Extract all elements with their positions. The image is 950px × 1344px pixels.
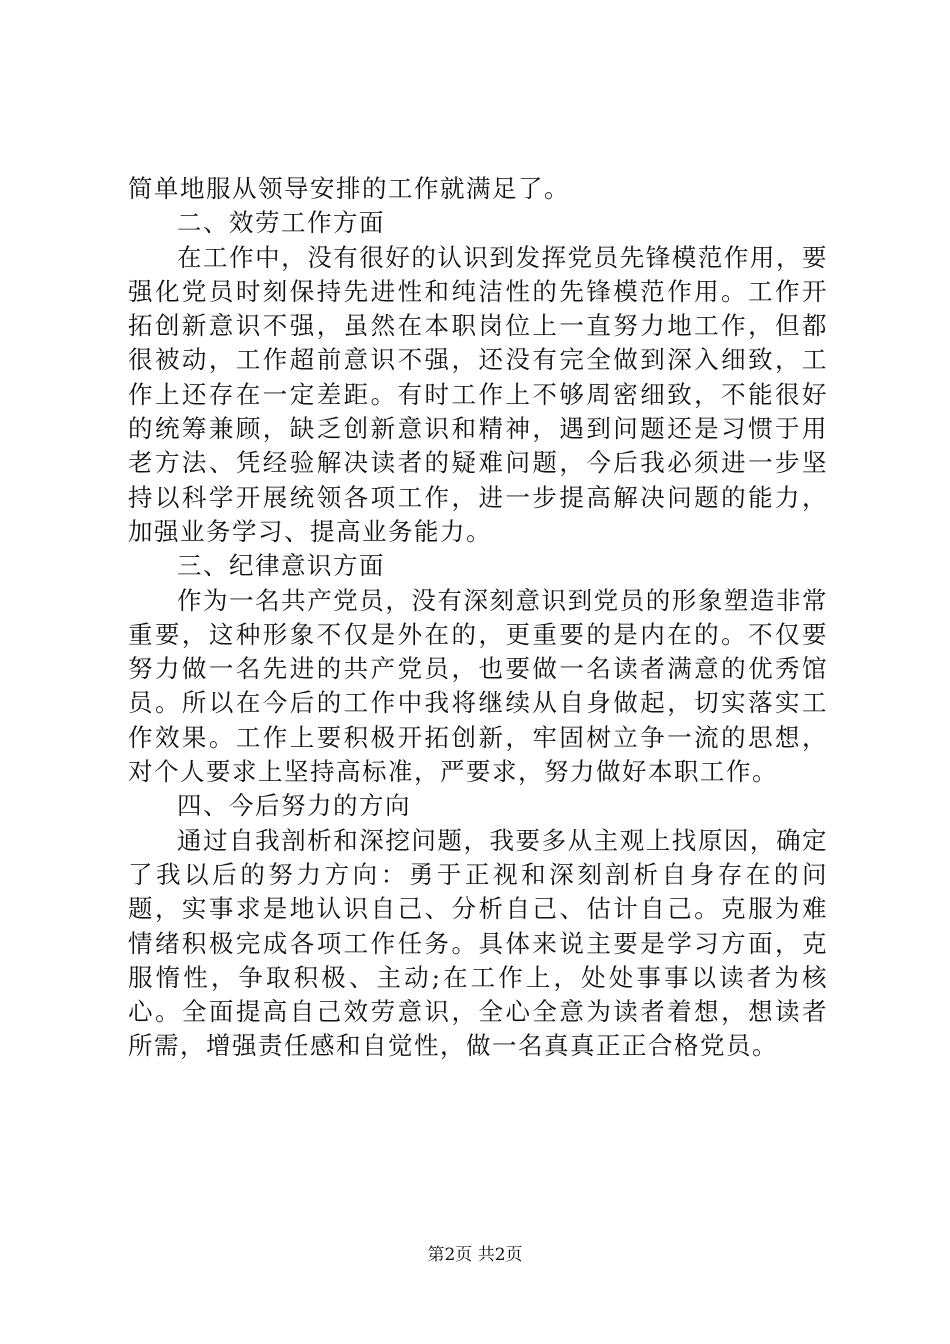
paragraph-service: 在工作中，没有很好的认识到发挥党员先锋模范作用，要强化党员时刻保持先进性和纯洁性的先锋模范作用。工作开拓创新意识不强，虽然在本职岗位上一直努力地工作，但都很被动，工作超前意识不强，还没有完全做到深入细致，工作上还存在一定差距。有时工作上不够周密细致，不能很好的统筹兼顾，缺乏创新意识和精神，遇到问题还是习惯于用老方法、凭经验解决读者的疑难问题，今后我必须进一步坚持以科学开展统领各项工作，进一步提高解决问题的能力，加强业务学习、提高业务能力。 — [128, 242, 828, 546]
page-number-footer: 第2页 共2页 — [427, 1245, 523, 1265]
document-body — [128, 172, 828, 1064]
section-heading-direction: 四、今后努力的方向 — [177, 791, 411, 821]
section-heading-service: 二、效劳工作方面 — [177, 208, 385, 238]
paragraph-direction: 通过自我剖析和深挖问题，我要多从主观上找原因，确定了我以后的努力方向：勇于正视和深刻剖析自身存在的问题，实事求是地认识自己、分析自己、估计自己。克服为难情绪积极完成各项工作任务。具体来说主要是学习方面，克服惰性，争取积极、主动;在工作上，处处事事以读者为核心。全面提高自己效劳意识，全心全意为读者着想，想读者所需，增强责任感和自觉性，做一名真真正正合格党员。 — [128, 825, 828, 1061]
section-heading-discipline: 三、纪律意识方面 — [177, 551, 385, 581]
paragraph-continuation: 简单地服从领导安排的工作就满足了。 — [128, 174, 570, 203]
paragraph-discipline: 作为一名共产党员，没有深刻意识到党员的形象塑造非常重要，这种形象不仅是外在的，更重要的是内在的。不仅要努力做一名先进的共产党员，也要做一名读者满意的优秀馆员。所以在今后的工作中我将继续从自身做起，切实落实工作效果。工作上要积极开拓创新，牢固树立争一流的思想，对个人要求上坚持高标准，严要求，努力做好本职工作。 — [128, 585, 828, 787]
